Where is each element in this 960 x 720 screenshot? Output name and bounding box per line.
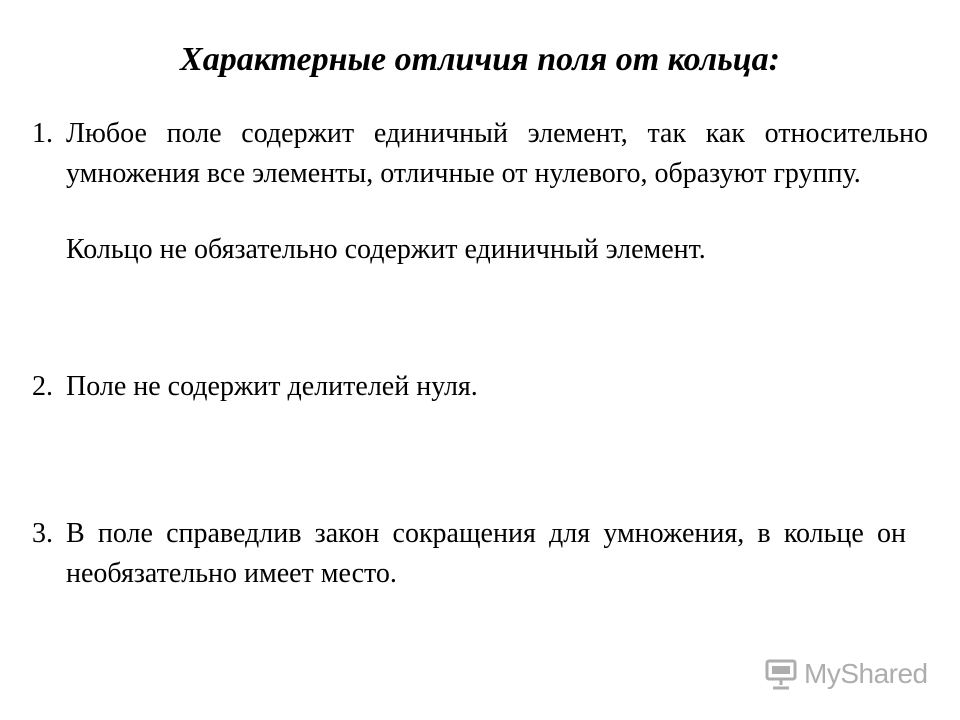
list-item-number: 1.: [32, 118, 53, 149]
list-item-3: [32, 514, 906, 594]
list-item-2: [32, 367, 928, 407]
slide-title: Характерные отличия поля от кольца:: [180, 41, 780, 78]
list-item-number: 2.: [32, 371, 53, 402]
watermark-brand: MyShared: [804, 658, 928, 689]
list-item-1: [32, 114, 928, 234]
watermark-logo: [764, 656, 928, 692]
list-item-text: Поле не содержит делителей нуля.: [66, 371, 478, 402]
list-item-text: В поле справедлив закон сокращения для умножения, в кольце он необязательно имеет место.: [66, 518, 906, 589]
list-item-text: Любое поле содержит единичный элемент, так как относительно умножения все элементы, отличные от нулевого, образуют группу.: [66, 118, 928, 189]
list-item-1-note: Кольцо не обязательно содержит единичный элемент.: [66, 234, 706, 265]
list-item-number: 3.: [32, 518, 53, 549]
presentation-icon: [764, 657, 798, 691]
